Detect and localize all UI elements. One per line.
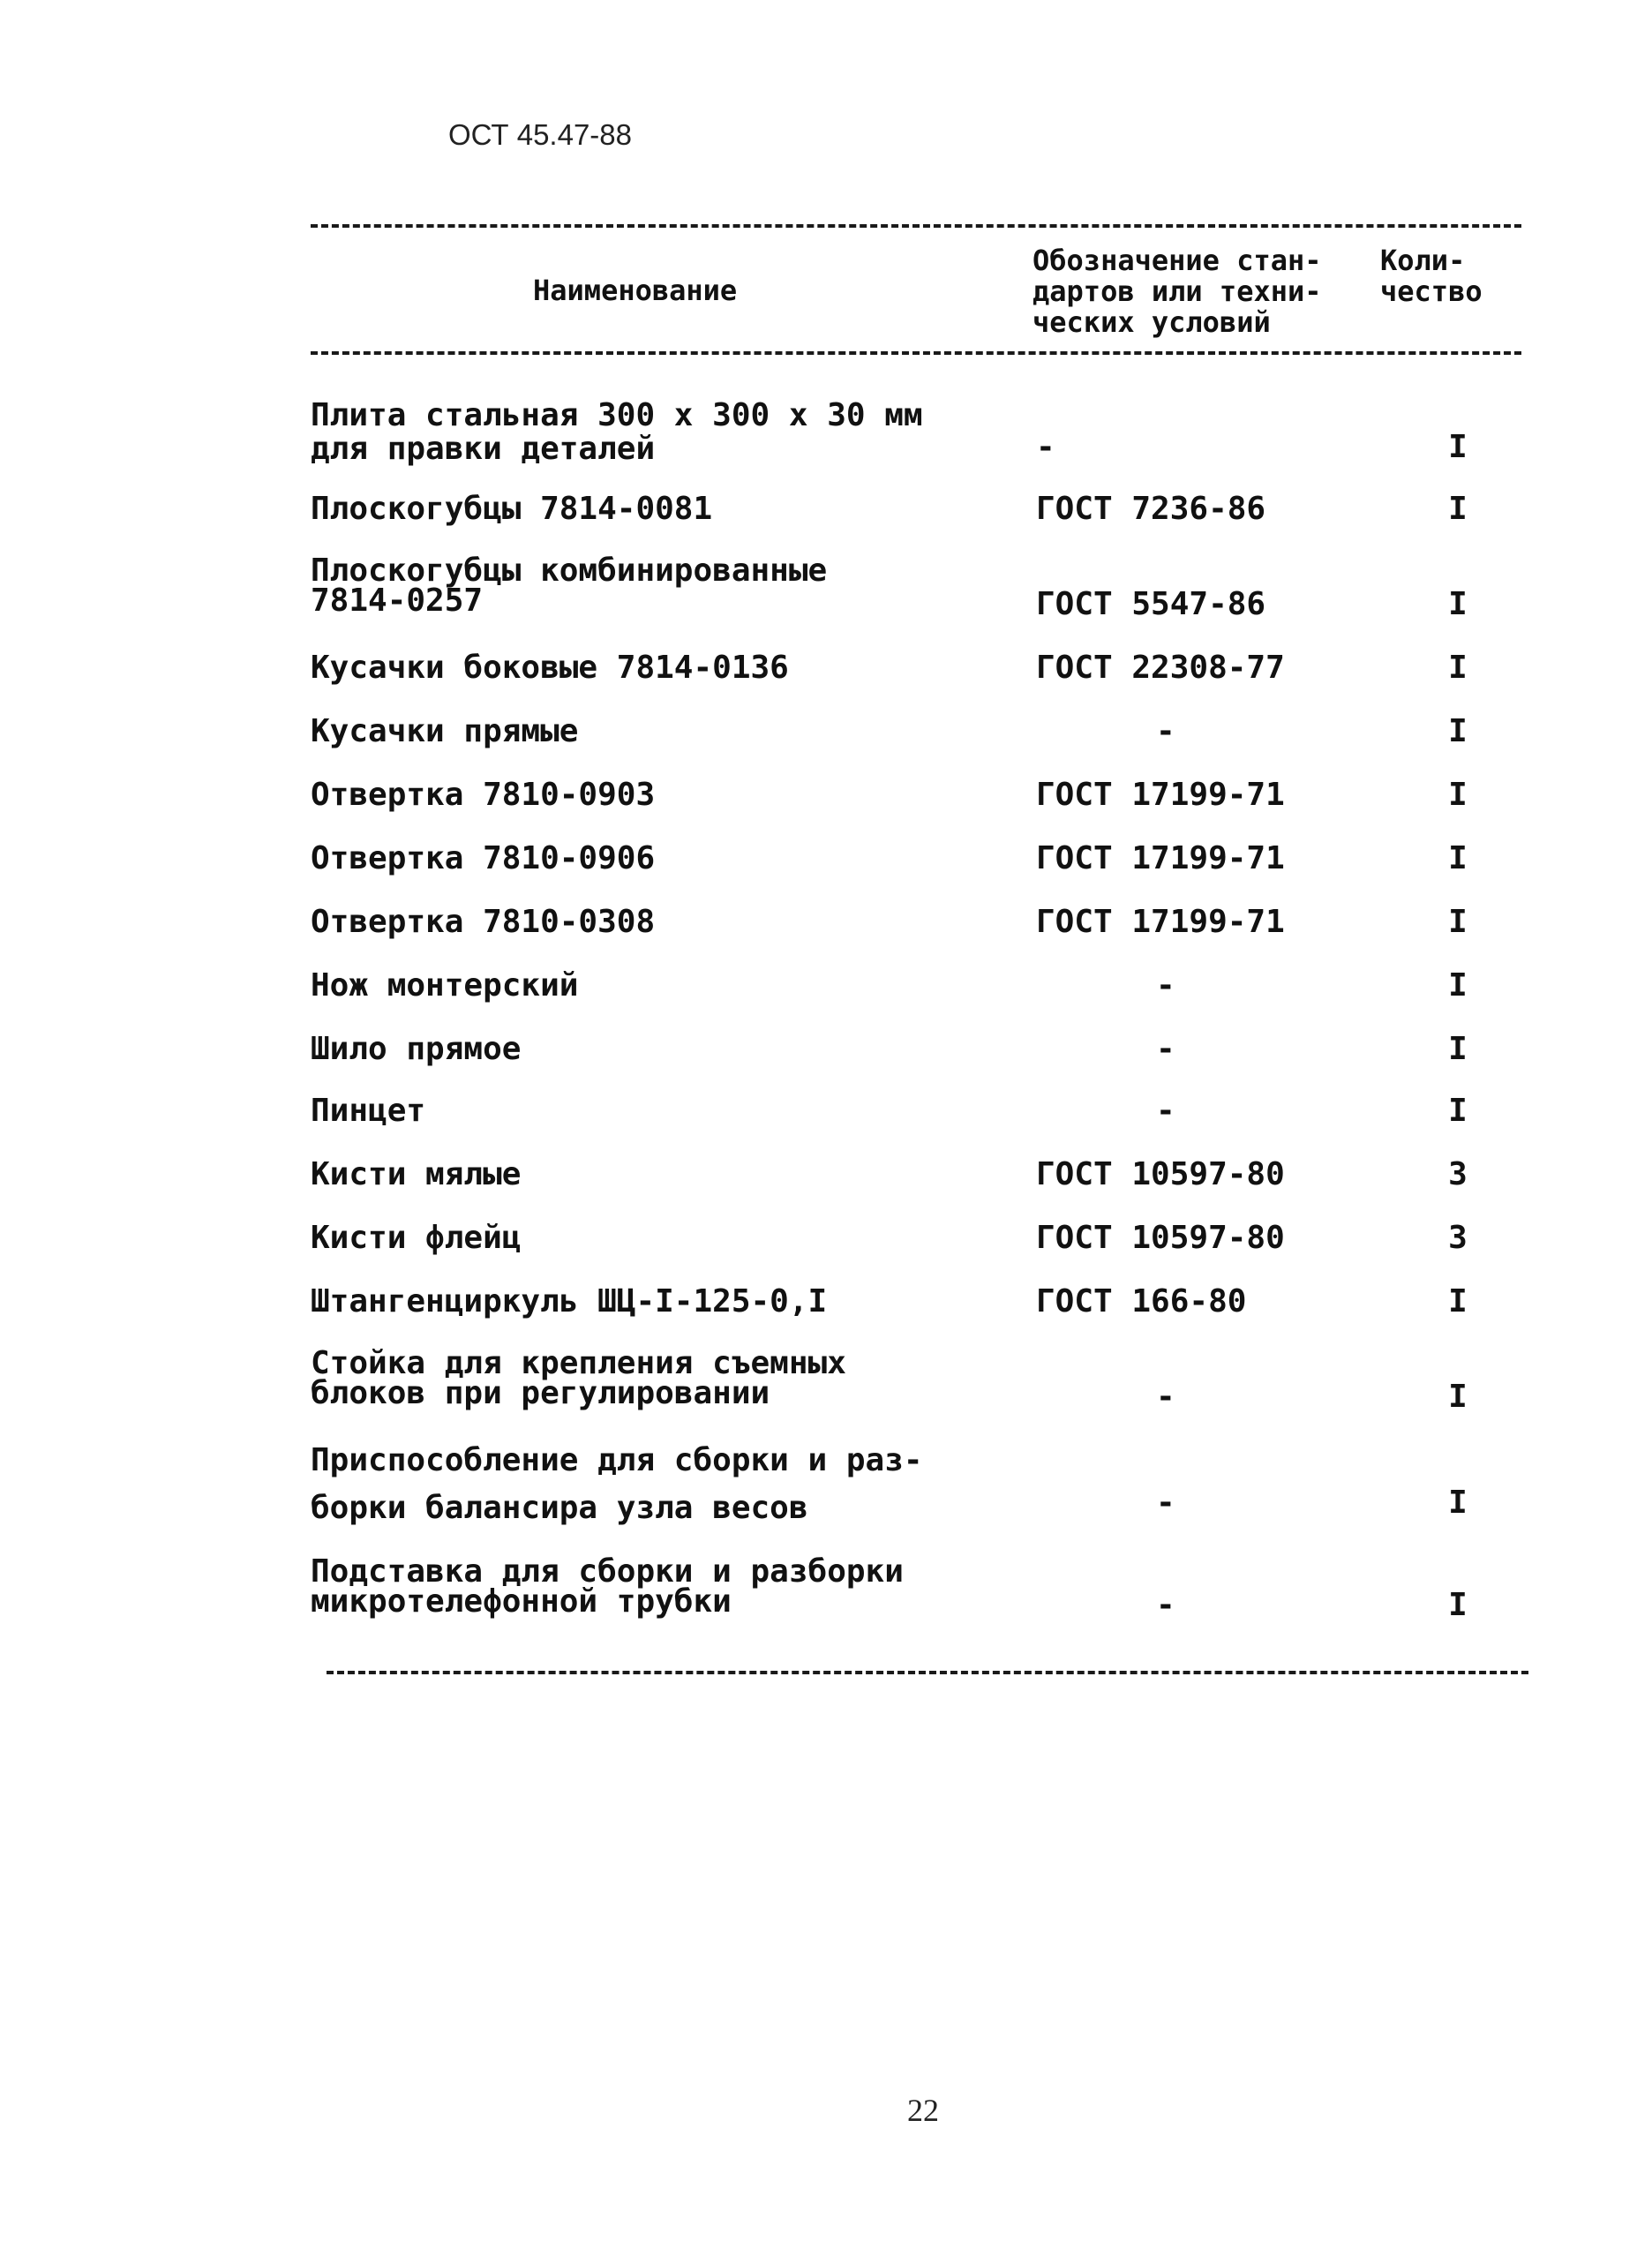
- row-standard: ГОСТ 7236-86: [1036, 491, 1266, 527]
- row-name: Кусачки прямые: [311, 713, 579, 749]
- page-number: 22: [907, 2093, 939, 2128]
- row-quantity: 3: [1448, 1156, 1468, 1192]
- row-standard: -: [1036, 429, 1055, 465]
- row-quantity: I: [1448, 840, 1468, 876]
- row-standard: -: [1156, 967, 1175, 1004]
- row-name: Шило прямое: [311, 1031, 522, 1067]
- table-bottom-rule: [327, 1671, 1528, 1674]
- row-quantity: I: [1448, 1485, 1468, 1521]
- row-name: Пинцет: [311, 1093, 426, 1129]
- row-quantity: I: [1448, 491, 1468, 527]
- row-name: Штангенциркуль ШЦ-I-125-0,I: [311, 1283, 828, 1319]
- row-quantity: I: [1448, 967, 1468, 1004]
- row-quantity: I: [1448, 1379, 1468, 1415]
- table-header-rule: [311, 351, 1521, 355]
- row-name: Плита стальная 300 х 300 х 30 мм для правки деталей: [311, 397, 923, 467]
- row-name: Кусачки боковые 7814-0136: [311, 650, 789, 686]
- row-standard: ГОСТ 17199-71: [1036, 840, 1285, 876]
- row-standard: ГОСТ 166-80: [1036, 1283, 1247, 1319]
- row-standard: -: [1156, 713, 1175, 749]
- header-standard: Обозначение стан- дартов или техни- ческих условий: [1032, 244, 1322, 339]
- row-standard: ГОСТ 22308-77: [1036, 650, 1285, 686]
- row-quantity: I: [1448, 1283, 1468, 1319]
- row-name: Кисти флейц: [311, 1220, 522, 1256]
- row-name: Подставка для сборки и разборки микротелефонной трубки: [311, 1553, 904, 1620]
- row-standard: -: [1156, 1031, 1175, 1067]
- row-quantity: I: [1448, 1093, 1468, 1129]
- row-quantity: I: [1448, 904, 1468, 940]
- row-name: Отвертка 7810-0906: [311, 840, 656, 876]
- row-name: Нож монтерский: [311, 967, 579, 1004]
- row-name: Стойка для крепления съемных блоков при регулировании: [311, 1345, 846, 1411]
- row-standard: ГОСТ 10597-80: [1036, 1220, 1285, 1256]
- header-name: Наименование: [533, 274, 738, 307]
- row-standard: -: [1156, 1485, 1175, 1521]
- row-name: Кисти мялые: [311, 1156, 522, 1192]
- row-quantity: I: [1448, 713, 1468, 749]
- row-standard: -: [1156, 1587, 1175, 1623]
- row-quantity: 3: [1448, 1220, 1468, 1256]
- row-name: Отвертка 7810-0903: [311, 777, 656, 813]
- row-standard: -: [1156, 1093, 1175, 1129]
- row-standard: ГОСТ 5547-86: [1036, 586, 1266, 622]
- row-quantity: I: [1448, 1587, 1468, 1623]
- row-quantity: I: [1448, 429, 1468, 465]
- header-quantity: Коли- чество: [1380, 244, 1483, 308]
- row-quantity: I: [1448, 650, 1468, 686]
- row-quantity: I: [1448, 777, 1468, 813]
- table-top-rule: [311, 224, 1521, 228]
- row-name: Плоскогубцы 7814-0081: [311, 491, 713, 527]
- document-code: ОСТ 45.47-88: [448, 118, 633, 151]
- row-standard: ГОСТ 10597-80: [1036, 1156, 1285, 1192]
- row-standard: -: [1156, 1379, 1175, 1415]
- row-standard: ГОСТ 17199-71: [1036, 904, 1285, 940]
- row-name: Отвертка 7810-0308: [311, 904, 656, 940]
- row-standard: ГОСТ 17199-71: [1036, 777, 1285, 813]
- row-name: Плоскогубцы комбинированные 7814-0257: [311, 553, 828, 619]
- row-quantity: I: [1448, 1031, 1468, 1067]
- row-quantity: I: [1448, 586, 1468, 622]
- row-name: Приспособление для сборки и раз- борки балансира узла весов: [311, 1442, 923, 1526]
